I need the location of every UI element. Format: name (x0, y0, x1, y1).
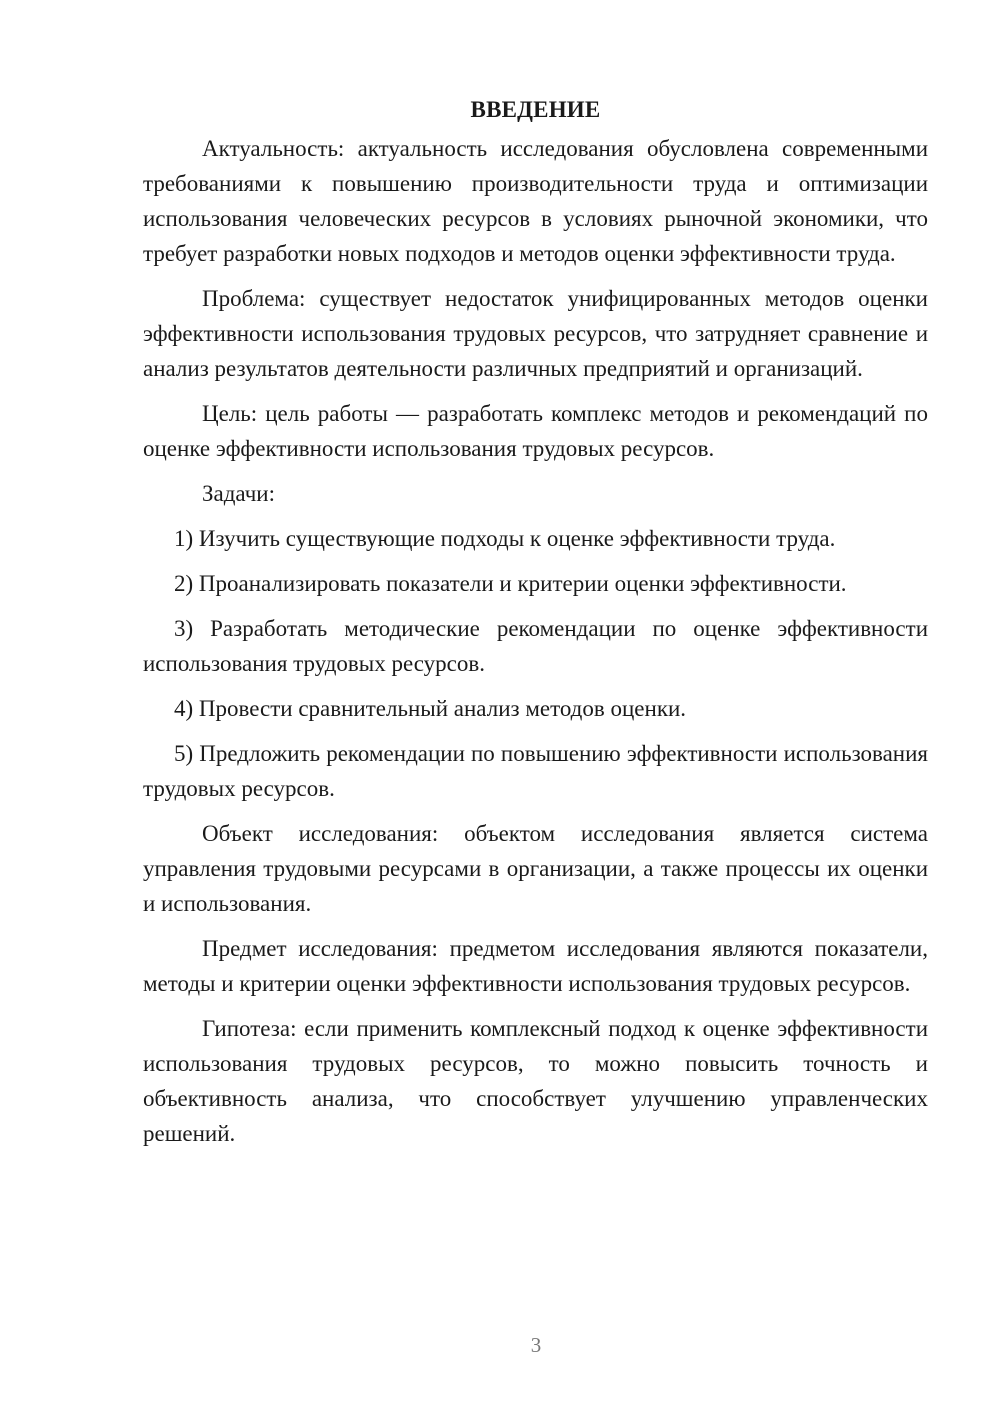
tasks-heading: Задачи: (202, 481, 275, 506)
task-item-2: 2) Проанализировать показатели и критерии оценки эффективности. (174, 571, 847, 596)
task-item-3: 3) Разработать методические рекомендации по оценке эффективности использования трудовых ресурсов. (143, 616, 928, 676)
section-title: ВВЕДЕНИЕ (470, 97, 601, 122)
paragraph-relevance: Актуальность: актуальность исследования обусловлена современными требованиями к повышению производительности труда и оптимизации использования человеческих ресурсов в условиях рыночной экономики, что требует разработки новых подходов и методов оценки эффективности труда. (143, 136, 928, 266)
paragraph-subject: Предмет исследования: предметом исследования являются показатели, методы и критерии оценки эффективности использования трудовых ресурсов. (143, 936, 928, 996)
document-page (143, 92, 928, 1161)
paragraph-object: Объект исследования: объектом исследования является система управления трудовыми ресурсами в организации, а также процессы их оценки и использования. (143, 821, 928, 916)
task-item-1: 1) Изучить существующие подходы к оценке эффективности труда. (174, 526, 836, 551)
paragraph-goal: Цель: цель работы — разработать комплекс методов и рекомендаций по оценке эффективности использования трудовых ресурсов. (143, 401, 928, 461)
task-item-4: 4) Провести сравнительный анализ методов оценки. (174, 696, 687, 721)
paragraph-problem: Проблема: существует недостаток унифицированных методов оценки эффективности использования трудовых ресурсов, что затрудняет сравнение и анализ результатов деятельности различных предприятий и организаций. (143, 286, 928, 381)
paragraph-hypothesis: Гипотеза: если применить комплексный подход к оценке эффективности использования трудовых ресурсов, то можно повысить точность и объективность анализа, что способствует улучшению управленческих решений. (143, 1016, 928, 1146)
task-item-5: 5) Предложить рекомендации по повышению эффективности использования трудовых ресурсов. (143, 741, 928, 801)
page-number: 3 (530, 1333, 542, 1357)
